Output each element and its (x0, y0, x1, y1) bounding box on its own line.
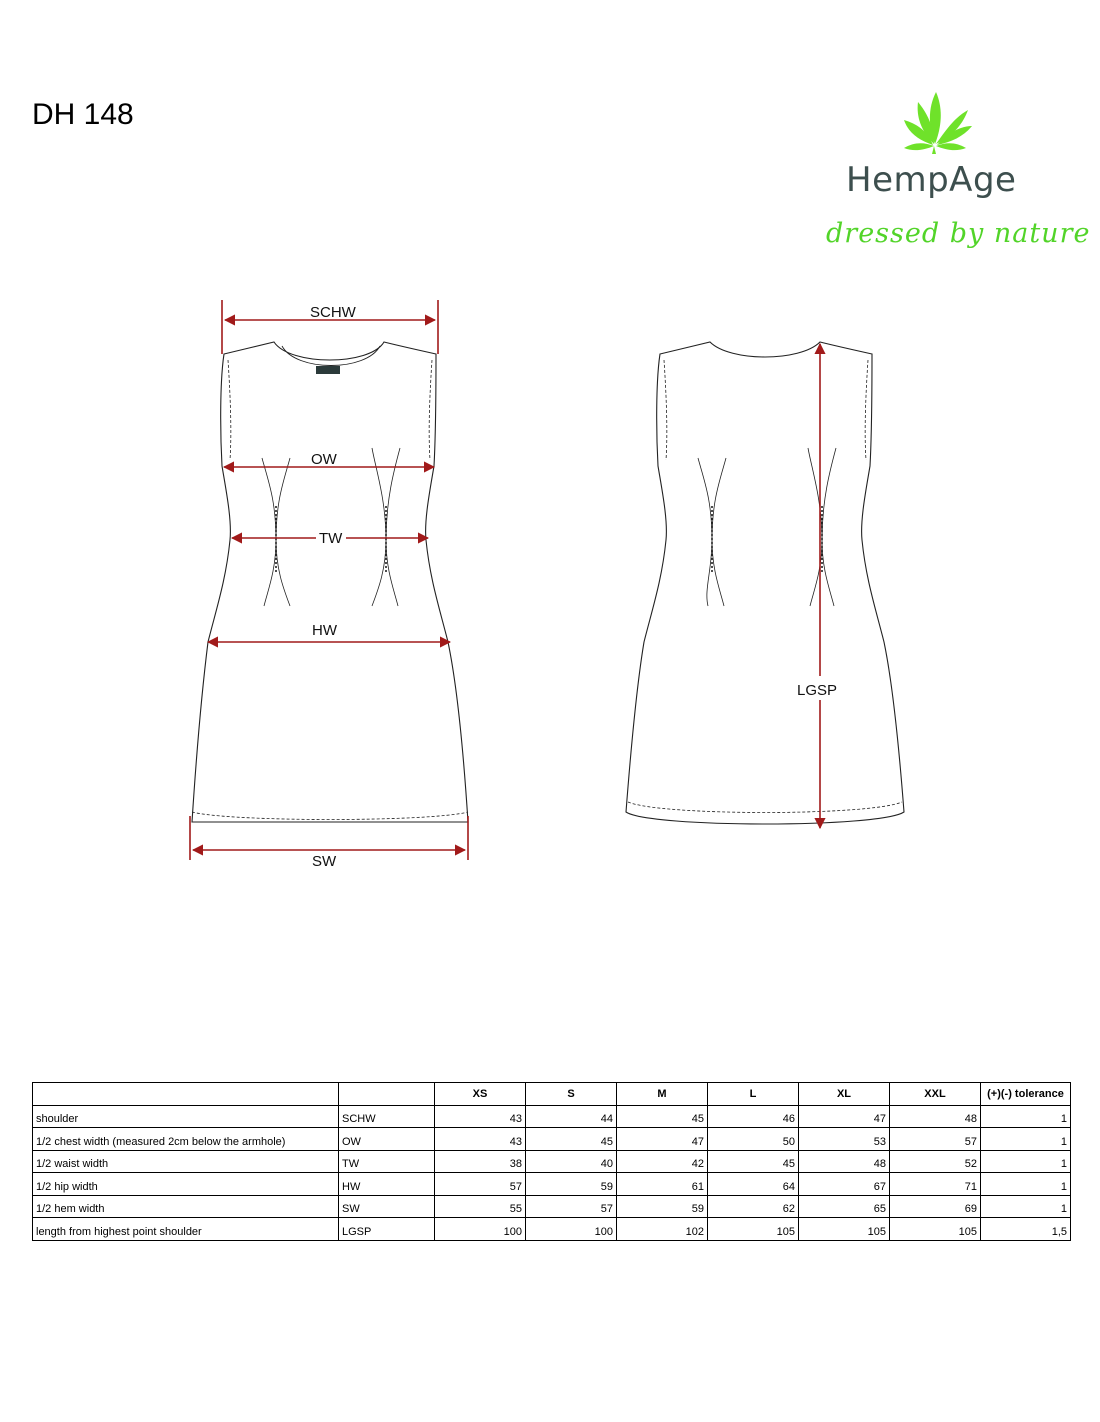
size-value: 47 (617, 1128, 708, 1151)
size-value: 67 (799, 1173, 890, 1196)
size-value: 45 (708, 1150, 799, 1173)
size-value: 105 (890, 1218, 981, 1241)
brand-tagline: dressed by nature (826, 218, 1091, 249)
table-row (33, 1128, 1071, 1151)
header-cell (339, 1083, 435, 1106)
size-value: 57 (526, 1195, 617, 1218)
size-value: 69 (890, 1195, 981, 1218)
size-value: 43 (435, 1105, 526, 1128)
size-value: 62 (708, 1195, 799, 1218)
tolerance-value: 1,5 (981, 1218, 1071, 1241)
measure-code: OW (339, 1128, 435, 1151)
size-value: 59 (526, 1173, 617, 1196)
measure-name: 1/2 hip width (33, 1173, 339, 1196)
table-row (33, 1195, 1071, 1218)
table-row (33, 1173, 1071, 1196)
brand-name: HempAge (846, 160, 1017, 200)
size-value: 57 (435, 1173, 526, 1196)
size-value: 57 (890, 1128, 981, 1151)
measure-code: LGSP (339, 1218, 435, 1241)
size-value: 44 (526, 1105, 617, 1128)
header-cell: (+)(-) tolerance (981, 1083, 1071, 1106)
size-value: 48 (799, 1150, 890, 1173)
label-tw: TW (319, 530, 343, 547)
measure-code: HW (339, 1173, 435, 1196)
size-value: 50 (708, 1128, 799, 1151)
size-value: 48 (890, 1105, 981, 1128)
size-value: 71 (890, 1173, 981, 1196)
size-value: 45 (526, 1128, 617, 1151)
size-value: 43 (435, 1128, 526, 1151)
header-cell: XL (799, 1083, 890, 1106)
header-cell (33, 1083, 339, 1106)
size-value: 64 (708, 1173, 799, 1196)
measure-code: TW (339, 1150, 435, 1173)
table-row (33, 1218, 1071, 1241)
size-value: 59 (617, 1195, 708, 1218)
measure-code: SW (339, 1195, 435, 1218)
label-lgsp: LGSP (797, 682, 838, 699)
size-value: 52 (890, 1150, 981, 1173)
header-cell: XXL (890, 1083, 981, 1106)
header-cell: M (617, 1083, 708, 1106)
tolerance-value: 1 (981, 1150, 1071, 1173)
size-value: 45 (617, 1105, 708, 1128)
measure-code: SCHW (339, 1105, 435, 1128)
label-sw: SW (312, 853, 337, 870)
header-cell: L (708, 1083, 799, 1106)
size-value: 100 (435, 1218, 526, 1241)
size-value: 65 (799, 1195, 890, 1218)
header-cell: XS (435, 1083, 526, 1106)
size-value: 100 (526, 1218, 617, 1241)
front-view-dress (192, 342, 468, 822)
tolerance-value: 1 (981, 1105, 1071, 1128)
table-row (33, 1105, 1071, 1128)
size-value: 46 (708, 1105, 799, 1128)
tolerance-value: 1 (981, 1128, 1071, 1151)
size-value: 105 (799, 1218, 890, 1241)
style-code: DH 148 (32, 98, 134, 131)
tolerance-value: 1 (981, 1195, 1071, 1218)
size-value: 53 (799, 1128, 890, 1151)
measure-name: shoulder (33, 1105, 339, 1128)
front-measure-lines (190, 300, 468, 860)
label-ow: OW (311, 451, 337, 468)
size-value: 42 (617, 1150, 708, 1173)
size-value: 105 (708, 1218, 799, 1241)
tolerance-value: 1 (981, 1173, 1071, 1196)
size-value: 38 (435, 1150, 526, 1173)
size-value: 40 (526, 1150, 617, 1173)
label-schw: SCHW (310, 304, 356, 321)
size-value: 61 (617, 1173, 708, 1196)
size-value: 55 (435, 1195, 526, 1218)
back-view-dress (626, 342, 904, 824)
size-value: 102 (617, 1218, 708, 1241)
measure-name: 1/2 hem width (33, 1195, 339, 1218)
size-chart-table (32, 1082, 1071, 1241)
label-hw: HW (312, 622, 337, 639)
measure-name: 1/2 waist width (33, 1150, 339, 1173)
measure-name: length from highest point shoulder (33, 1218, 339, 1241)
size-value: 47 (799, 1105, 890, 1128)
table-row (33, 1150, 1071, 1173)
measure-name: 1/2 chest width (measured 2cm below the armhole) (33, 1128, 339, 1151)
header-cell: S (526, 1083, 617, 1106)
table-header-row (33, 1083, 1071, 1106)
